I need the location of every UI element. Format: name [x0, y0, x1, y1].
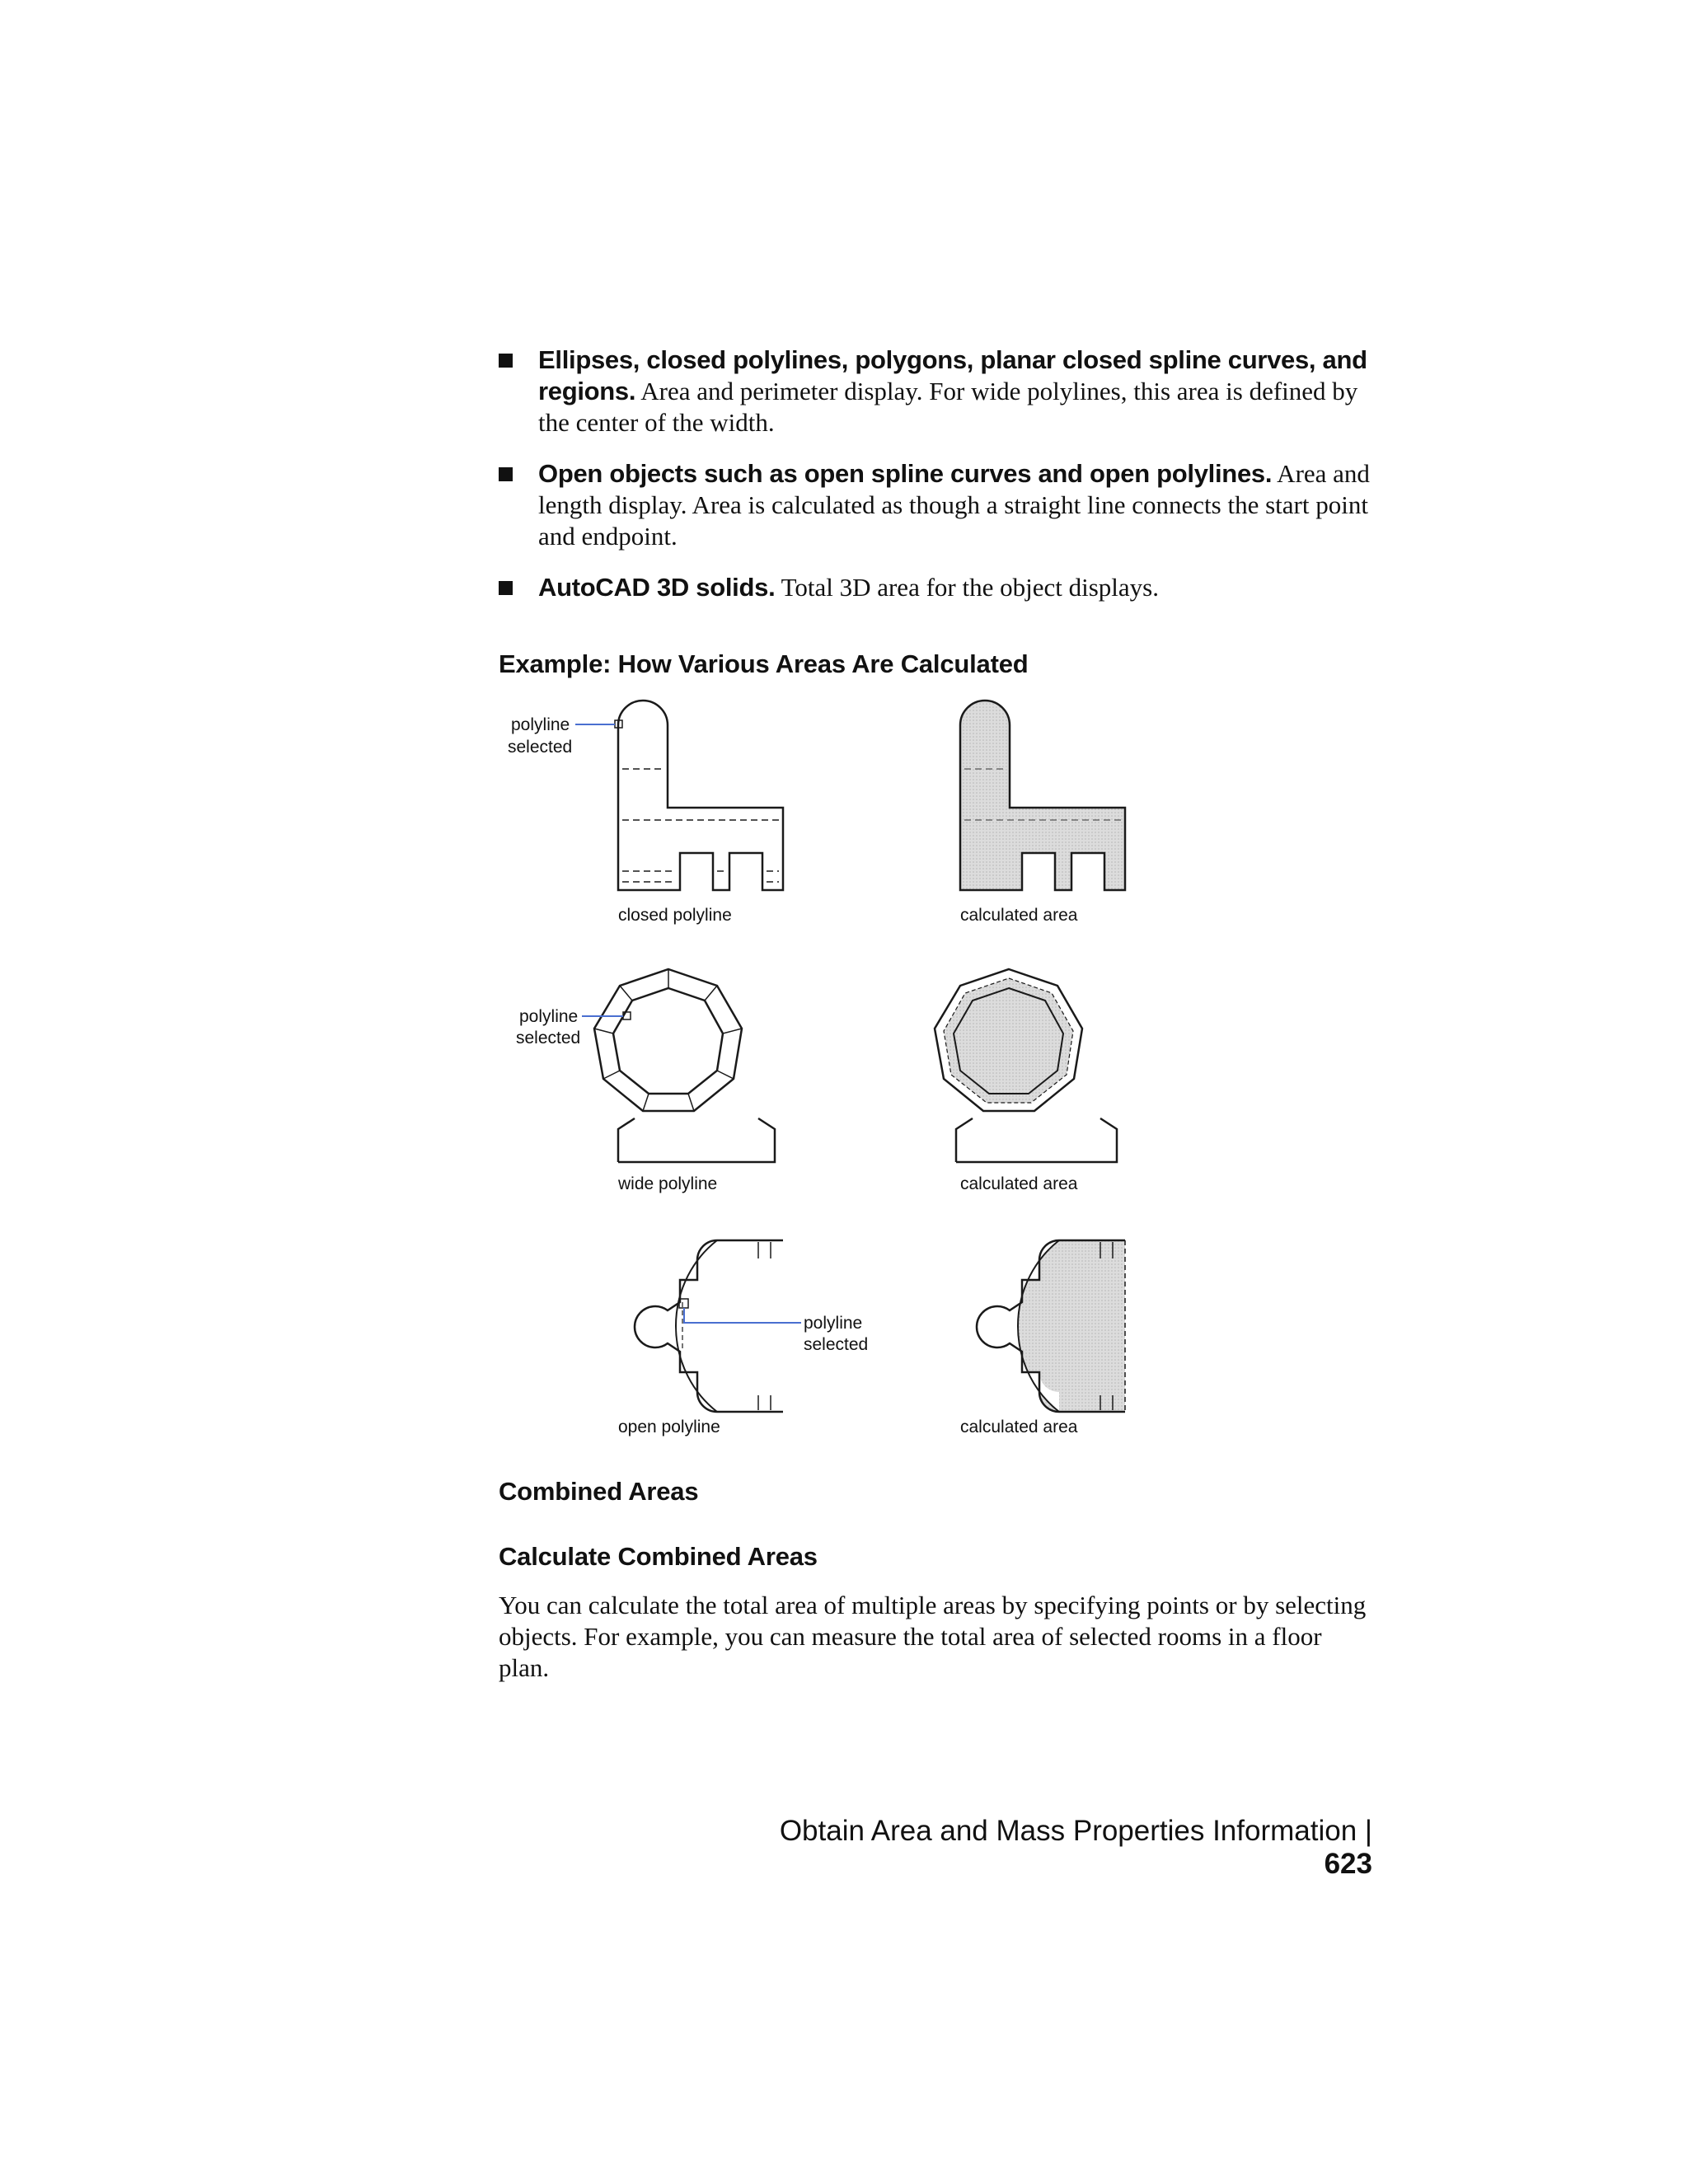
page-footer [738, 1815, 1372, 1881]
wide-polyline-drawing [594, 969, 775, 1162]
calculated-area-closed [960, 701, 1125, 890]
callout-label: selected [516, 1029, 581, 1047]
figure-caption: calculated area [960, 1418, 1078, 1436]
bullet-text: Area and perimeter display. For wide polylines, this area is defined by the center of the width. [538, 377, 1358, 437]
figure-caption: calculated area [960, 1174, 1078, 1193]
bullet-lead: AutoCAD 3D solids. [538, 573, 776, 602]
calculate-combined-areas-heading: Calculate Combined Areas [499, 1542, 818, 1571]
page-number: 623 [1324, 1848, 1372, 1880]
example-heading: Example: How Various Areas Are Calculated [499, 649, 1029, 678]
open-polyline-drawing [635, 1240, 783, 1412]
bullet-square-icon [499, 581, 513, 595]
bullet-list [499, 344, 1372, 623]
footer-separator: | [1357, 1815, 1372, 1847]
callout-label: polyline [511, 715, 570, 734]
footer-title: Obtain Area and Mass Properties Information [779, 1815, 1357, 1847]
calculated-area-open [977, 1240, 1125, 1412]
callout-label: polyline [804, 1314, 863, 1333]
polyline-callout [508, 715, 622, 757]
bullet-lead: Ellipses, closed polylines, polygons, planar closed spline curves, and regions. [538, 345, 1367, 405]
figure-caption: wide polyline [618, 1174, 718, 1193]
figure-caption: closed polyline [618, 906, 732, 925]
polyline-callout [516, 1007, 631, 1047]
calculated-area-wide [935, 969, 1117, 1162]
bullet-square-icon [499, 467, 513, 481]
bullet-item [499, 572, 1372, 603]
body-paragraph: You can calculate the total area of multiple areas by specifying points or by selecting objects. For example, you can measure the total area of selected rooms in a floor plan. [499, 1591, 1367, 1682]
callout-label: selected [804, 1335, 869, 1354]
figure-caption: open polyline [618, 1418, 720, 1436]
polyline-callout [679, 1299, 868, 1354]
bullet-text: Total 3D area for the object displays. [775, 573, 1159, 602]
closed-polyline-drawing [618, 701, 783, 890]
combined-areas-heading: Combined Areas [499, 1477, 699, 1506]
bullet-item [499, 344, 1372, 438]
bullet-square-icon [499, 354, 513, 368]
bullet-text: Area and length display. Area is calculated as though a straight line connects the start point and endpoint. [538, 459, 1370, 551]
figure-caption: calculated area [960, 906, 1078, 925]
bullet-item [499, 458, 1372, 552]
callout-label: polyline [519, 1007, 579, 1026]
area-calculation-figure [495, 696, 1154, 1442]
bullet-lead: Open objects such as open spline curves and open polylines. [538, 459, 1273, 488]
callout-label: selected [508, 738, 573, 757]
